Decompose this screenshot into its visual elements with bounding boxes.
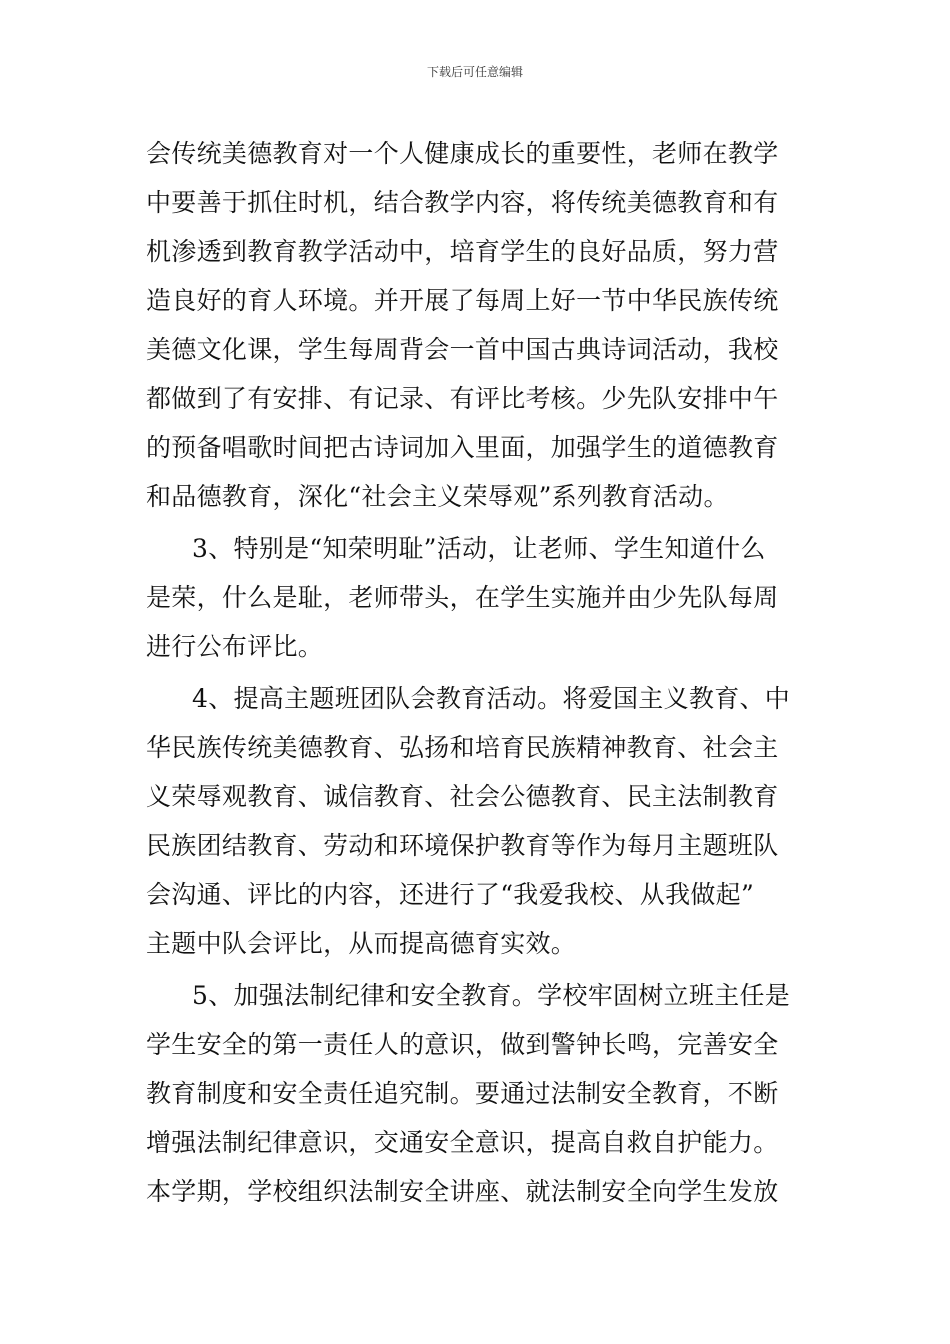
text-line: 是荣，什么是耻，老师带头，在学生实施并由少先队每周 [146,583,779,612]
text-line: 和品德教育，深化“社会主义荣辱观”系列教育活动。 [146,482,729,511]
text-line: 会传统美德教育对一个人健康成长的重要性，老师在教学 [146,139,779,168]
text-line: 造良好的育人环境。并开展了每周上好一节中华民族传统 [146,286,779,315]
document-body [146,129,808,1216]
text-line: 华民族传统美德教育、弘扬和培育民族精神教育、社会主 [146,733,779,762]
text-line: 义荣辱观教育、诚信教育、社会公德教育、民主法制教育 [146,782,779,811]
paragraph-3-start: 3、特别是“知荣明耻”活动，让老师、学生知道什么 [192,534,766,563]
text-line: 学生安全的第一责任人的意识，做到警钟长鸣，完善安全 [146,1030,779,1059]
text-line: 本学期，学校组织法制安全讲座、就法制安全向学生发放 [146,1177,779,1206]
text-line: 增强法制纪律意识，交通安全意识，提高自救自护能力。 [146,1128,779,1157]
text-line: 机渗透到教育教学活动中，培育学生的良好品质，努力营 [146,237,779,266]
text-line: 美德文化课，学生每周背会一首中国古典诗词活动，我校 [146,335,779,364]
text-line: 都做到了有安排、有记录、有评比考核。少先队安排中午 [146,384,779,413]
text-line: 民族团结教育、劳动和环境保护教育等作为每月主题班队 [146,831,779,860]
text-line: 会沟通、评比的内容，还进行了“我爱我校、从我做起” [146,880,755,909]
text-line: 教育制度和安全责任追究制。要通过法制安全教育，不断 [146,1079,779,1108]
text-line: 中要善于抓住时机，结合教学内容，将传统美德教育和有 [146,188,779,217]
text-line: 的预备唱歌时间把古诗词加入里面，加强学生的道德教育 [146,433,779,462]
text-line: 进行公布评比。 [146,632,324,661]
text-line: 主题中队会评比，从而提高德育实效。 [146,929,577,958]
paragraph-5-start: 5、加强法制纪律和安全教育。学校牢固树立班主任是 [192,981,791,1010]
paragraph-4-start: 4、提高主题班团队会教育活动。将爱国主义教育、中 [192,684,791,713]
page-header: 下载后可任意编辑 [426,65,523,79]
